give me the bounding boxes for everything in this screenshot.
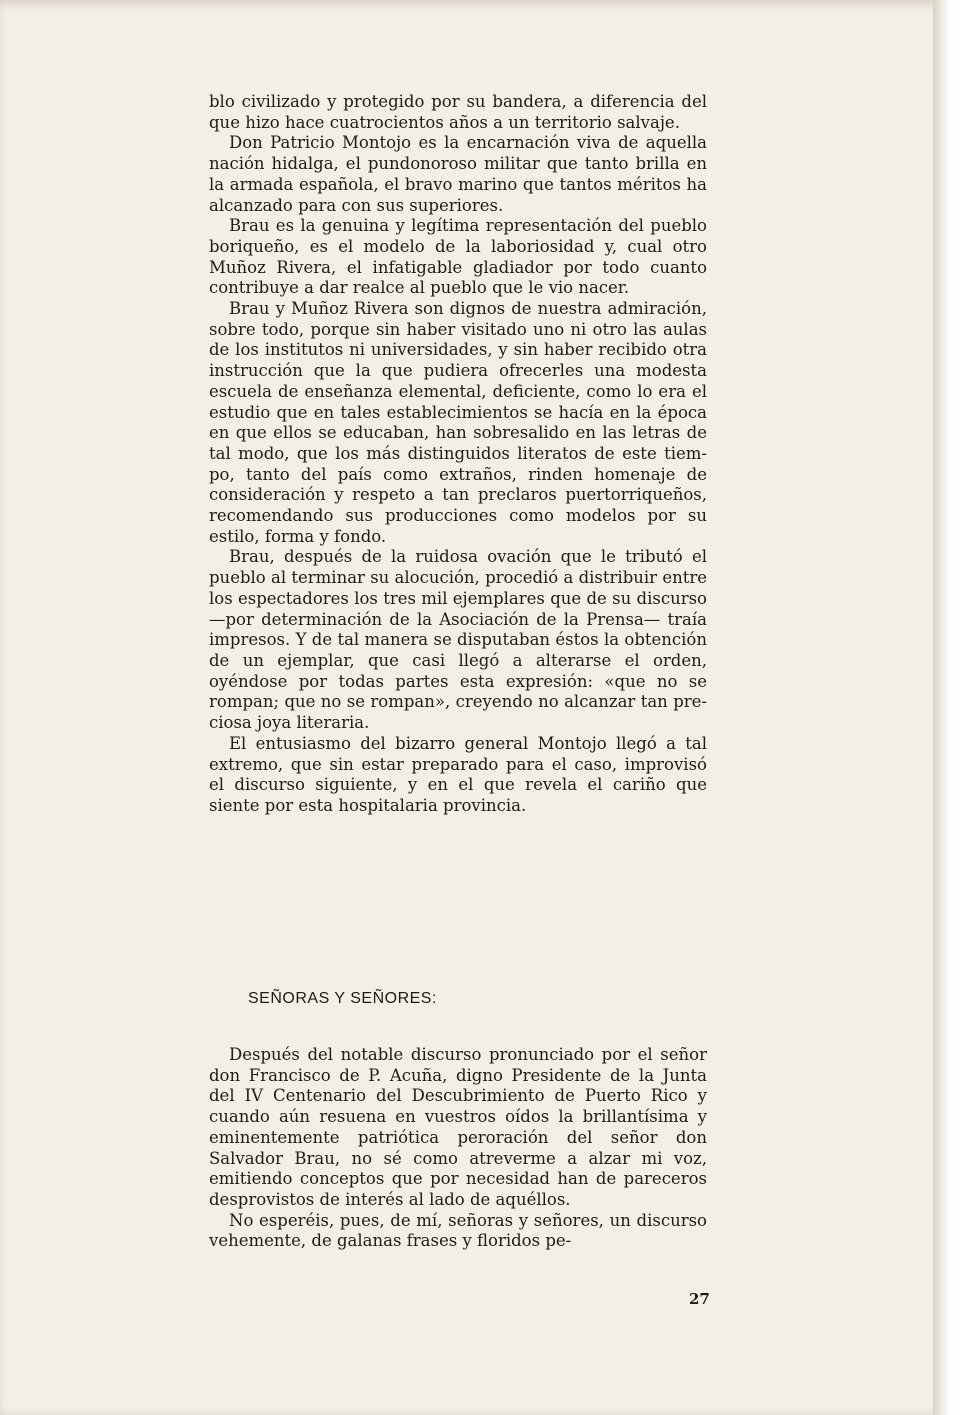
page-number: 27 (689, 1290, 710, 1308)
speech-text (209, 1045, 707, 1252)
paragraph: Brau es la genuina y legítima representación del pueblo boriqueño, es el modelo de la laboriosidad y, cual otro Muñoz Rivera, el infatigable gladiador por todo cuanto contribuye a dar realce al pueblo que le vio nacer. (209, 216, 707, 298)
paragraph: Brau y Muñoz Rivera son dignos de nuestra admiración, sobre todo, porque sin haber visitado uno ni otro las aulas de los institutos ni universidades, y sin haber recibido otra instrucción que la que pudiera ofrecerles una modesta escuela de enseñanza elemental, deficiente, como lo era el estudio que en tales establecimientos se hacía en la época en que ellos se educaban, han sobresalido en las letras de tal modo, que los más distinguidos literatos de este tiempo, tanto del país como extraños, rinden homenaje de consideración y respeto a tan preclaros puertorriqueños, recomendando sus producciones como modelos por su estilo, forma y fondo. (209, 299, 707, 546)
page-edge (933, 0, 948, 1415)
paragraph: Brau, después de la ruidosa ovación que le tributó el pueblo al terminar su alocución, procedió a distribuir entre los espectadores los tres mil ejemplares que de su discurso —por determinación de la Asociación de la Prensa— traía impresos. Y de tal manera se disputaban éstos la obtención de un ejemplar, que casi llegó a alterarse el orden, oyéndose por todas partes esta expresión: «que no se rompan; que no se rompan», creyendo no alcanzar tan preciosa joya literaria. (209, 547, 707, 733)
speech-heading: SEÑORAS Y SEÑORES: (248, 990, 437, 1007)
paragraph: Don Patricio Montojo es la encarnación viva de aquella nación hidalga, el pundonoroso militar que tanto brilla en la armada española, el bravo marino que tantos méritos ha alcanzado para con sus superiores. (209, 133, 707, 215)
narrative-text (209, 92, 707, 817)
paragraph: No esperéis, pues, de mí, señoras y señores, un discurso vehemente, de galanas frases y floridos pe- (209, 1210, 707, 1251)
paragraph: Después del notable discurso pronunciado por el señor don Francisco de P. Acuña, digno Presidente de la Junta del IV Centenario del Descubrimiento de Puerto Rico y cuando aún resuena en vuestros oídos la brillantísima y eminentemente patriótica peroración del señor don Salvador Brau, no sé como atreverme a alzar mi voz, emitiendo conceptos que por necesidad han de pareceros desprovistos de interés al lado de aquéllos. (209, 1045, 707, 1209)
paragraph: El entusiasmo del bizarro general Montojo llegó a tal extremo, que sin estar preparado para el caso, improvisó el discurso siguiente, y en el que revela el cariño que siente por esta hospitalaria provincia. (209, 733, 707, 815)
paragraph: blo civilizado y protegido por su bandera, a diferencia del que hizo hace cuatrocientos años a un territorio salvaje. (209, 92, 707, 132)
